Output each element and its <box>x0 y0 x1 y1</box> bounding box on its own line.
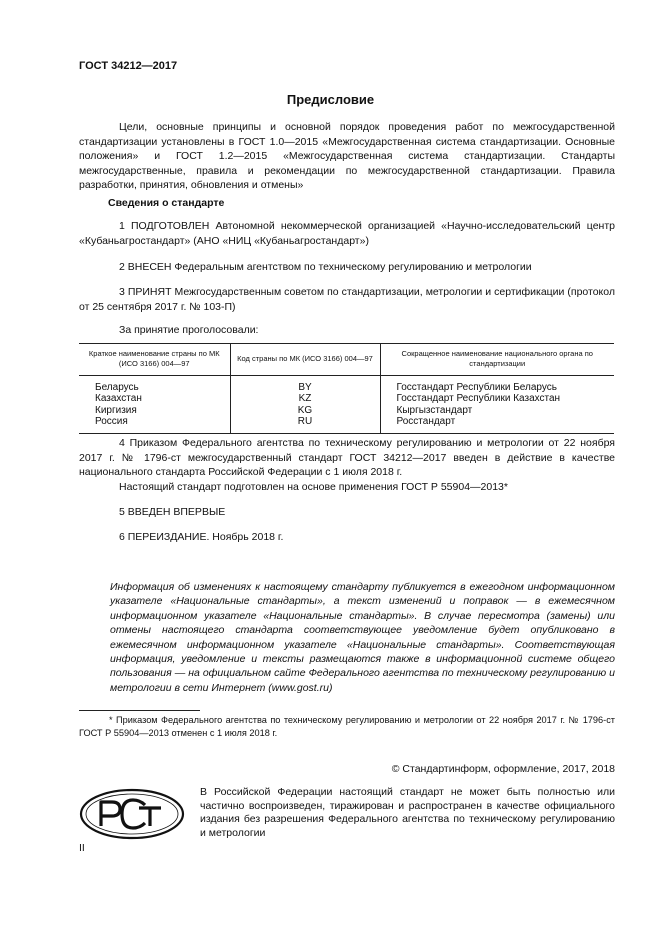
standard-header: ГОСТ 34212—2017 <box>79 60 178 72</box>
standards-body: Госстандарт Республики Казахстан <box>380 393 614 404</box>
table-header-body: Сокращенное наименование национального органа по стандартизации <box>380 344 614 376</box>
voted-label: За принятие проголосовали: <box>119 324 259 336</box>
country-code: RU <box>230 416 380 434</box>
table-row <box>79 405 614 416</box>
rst-logo-icon <box>79 788 185 840</box>
table-row <box>79 393 614 404</box>
table-header-code: Код страны по МК (ИСО 3166) 004—97 <box>230 344 380 376</box>
changes-info: Информация об изменениях к настоящему стандарту публикуется в ежегодном информационном указателе «Национальные стандарты», а текст изменений и поправок — в ежемесячном информационном указателе «Национальные стандарты». В случае пересмотра (замены) или отмены настоящего стандарта соответствующее уведомление будет опубликовано в ежемесячном информационном указателе «Национальные стандарты». Соответствующая информация, уведомление и тексты размещаются также в информационной системе общего пользования — на официальном сайте Федерального агентства по техническому регулированию и метрологии в сети Интернет (www.gost.ru) <box>110 581 615 694</box>
item-2: 2 ВНЕСЕН Федеральным агентством по техническому регулированию и метрологии <box>119 261 532 273</box>
table-header-row <box>79 344 614 376</box>
table-row <box>79 416 614 434</box>
standards-body: Кыргызстандарт <box>380 405 614 416</box>
copyright: © Стандартинформ, оформление, 2017, 2018 <box>391 763 615 775</box>
page-number: II <box>79 842 85 854</box>
table-header-country: Краткое наименование страны по МК (ИСО 3166) 004—97 <box>79 344 230 376</box>
country-code: KG <box>230 405 380 416</box>
country-name: Казахстан <box>79 393 230 404</box>
standards-body: Госстандарт Республики Беларусь <box>380 376 614 394</box>
item-1: 1 ПОДГОТОВЛЕН Автономной некоммерческой организацией «Научно-исследовательский центр «Кубаньагростандарт» (АНО «НИЦ «Кубаньагростандарт») <box>79 220 615 247</box>
page-title: Предисловие <box>286 92 375 107</box>
item-6: 6 ПЕРЕИЗДАНИЕ. Ноябрь 2018 г. <box>119 531 284 543</box>
country-code: BY <box>230 376 380 394</box>
section-title: Сведения о стандарте <box>108 197 225 209</box>
voting-table <box>79 343 614 434</box>
footnote-divider <box>79 710 200 711</box>
footnote: * Приказом Федерального агентства по техническому регулированию и метрологии от 22 ноября 2017 г. № 1796-ст ГОСТ Р 55904—2013 отменен с 1 июля 2018 г. <box>79 715 615 738</box>
country-name: Россия <box>79 416 230 434</box>
country-name: Киргизия <box>79 405 230 416</box>
table-row <box>79 376 614 394</box>
country-code: KZ <box>230 393 380 404</box>
intro-paragraph: Цели, основные принципы и основной порядок проведения работ по межгосударственной стандартизации установлены в ГОСТ 1.0—2015 «Межгосударственная система стандартизации. Основные положения» и ГОСТ 1.2—2015 «Межгосударственная система стандартизации. Стандарты межгосударственные, правила и рекомендации по межгосударственной стандартизации. Правила разработки, принятия, обновления и отмены» <box>79 121 615 192</box>
item-4: 4 Приказом Федерального агентства по техническому регулированию и метрологии от 22 ноября 2017 г. № 1796-ст межгосударственный стандарт ГОСТ 34212—2017 введен в действие в качестве национального стандарта Российской Федерации с 1 июля 2018 г. <box>79 437 615 479</box>
country-name: Беларусь <box>79 376 230 394</box>
item-5: 5 ВВЕДЕН ВПЕРВЫЕ <box>119 506 226 518</box>
item-3: 3 ПРИНЯТ Межгосударственным советом по стандартизации, метрологии и сертификации (протокол от 25 сентября 2017 г. № 103-П) <box>79 286 615 313</box>
item-4-note: Настоящий стандарт подготовлен на основе применения ГОСТ Р 55904—2013* <box>119 481 508 493</box>
rights-notice: В Российской Федерации настоящий стандарт не может быть полностью или частично воспроизведен, тиражирован и распространен в качестве официального издания без разрешения Федерального агентства по техническому регулированию и метрологии <box>200 786 615 839</box>
standards-body: Росстандарт <box>380 416 614 434</box>
